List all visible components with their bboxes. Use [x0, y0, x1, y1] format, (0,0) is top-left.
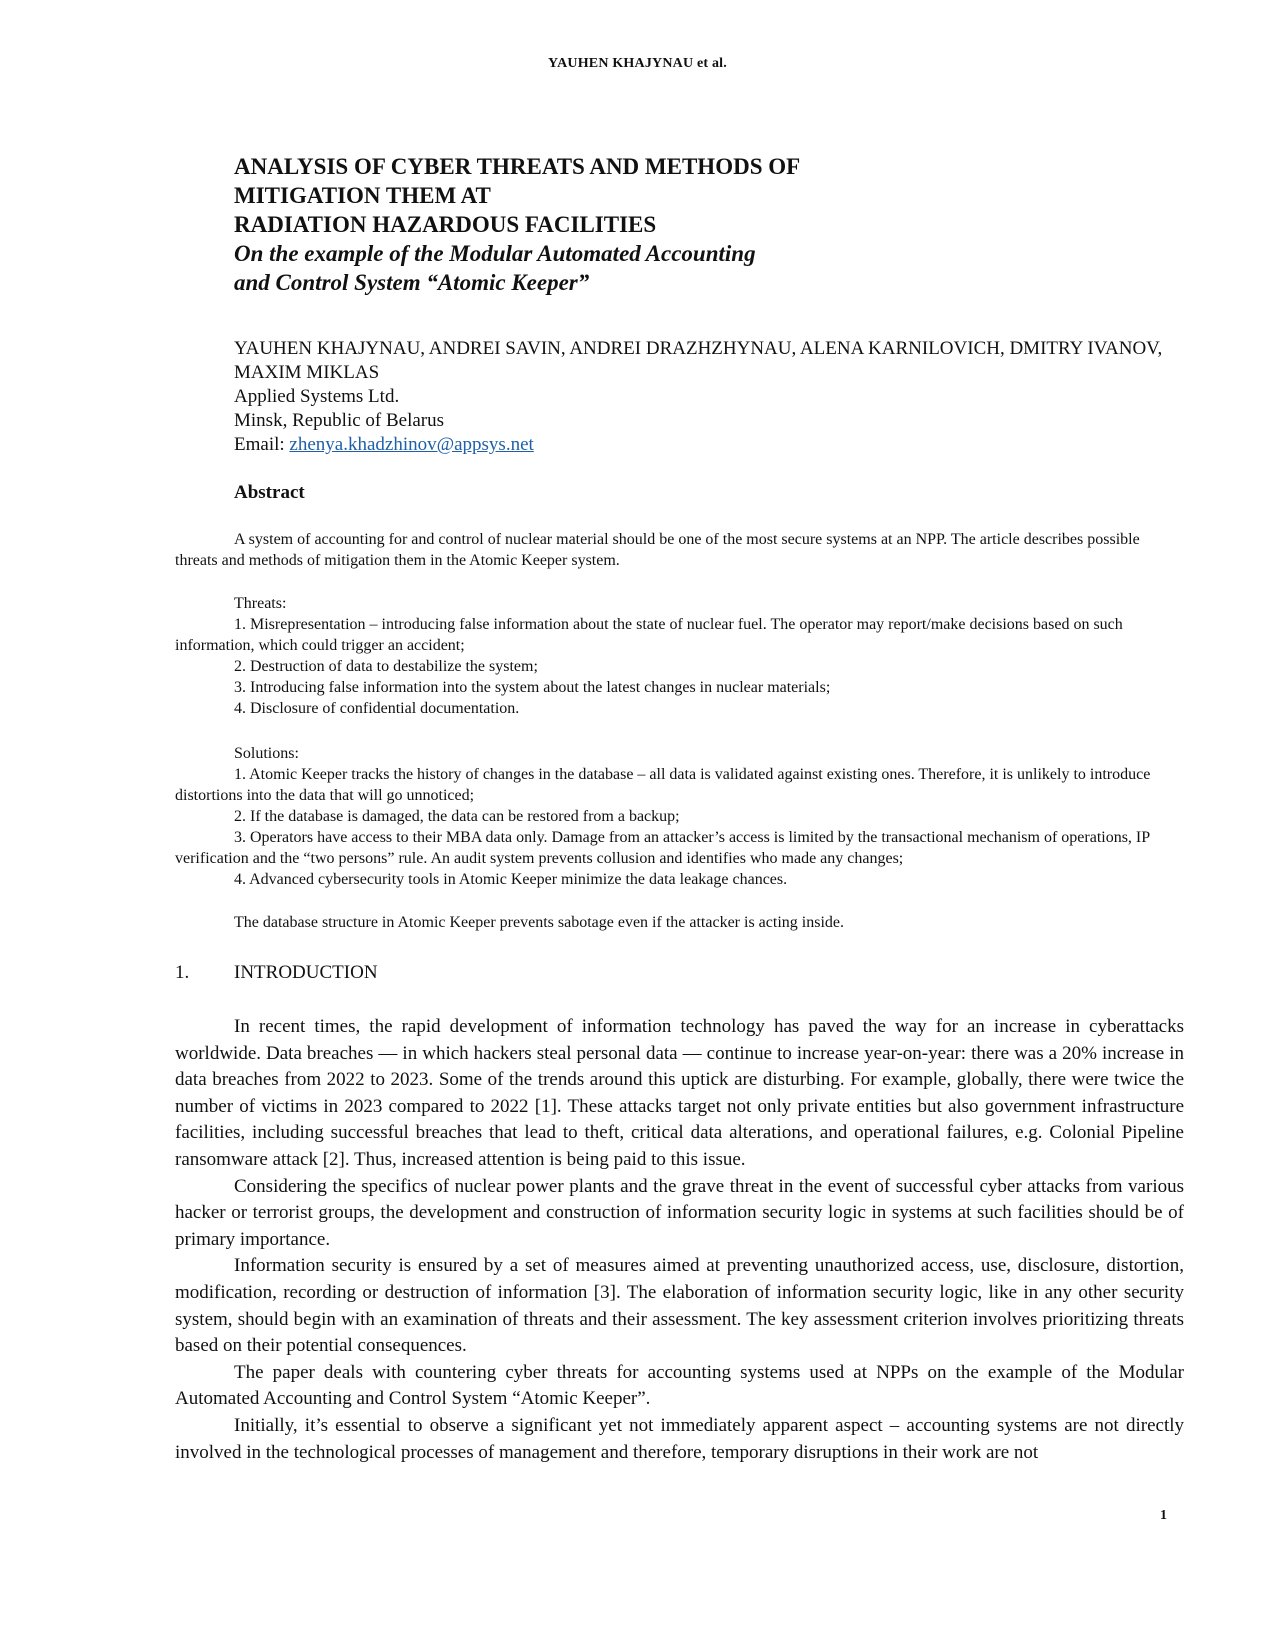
paper-title [234, 152, 1184, 239]
location: Minsk, Republic of Belarus [234, 410, 445, 431]
section-heading-introduction [175, 962, 378, 984]
introduction-body [175, 1014, 1184, 1466]
solution-item: 4. Advanced cybersecurity tools in Atomic Keeper minimize the data leakage chances. [234, 871, 788, 888]
solution-item: 2. If the database is damaged, the data can be restored from a backup; [234, 808, 680, 825]
subtitle-line: On the example of the Modular Automated Accounting [234, 241, 756, 266]
solution-item: 1. Atomic Keeper tracks the history of changes in the database – all data is validated against existing ones. Therefore, it is unlikely to introduce distortions into the data that will go unnoticed; [175, 766, 1151, 804]
threats-list [175, 593, 1184, 719]
body-paragraph: In recent times, the rapid development of information technology has paved the way for an increase in cyberattacks worldwide. Data breaches — in which hackers steal personal data — continue to increase year-on-year: there was a 20% increase in data breaches from 2022 to 2023. Some of the trends around this uptick are disturbing. For example, globally, there were twice the number of victims in 2023 compared to 2022 [1]. These attacks target not only private entities but also government infrastructure facilities, including successful breaches that lead to theft, critical data alterations, and operational failures, e.g. Colonial Pipeline ransomware attack [2]. Thus, increased attention is being paid to this issue. [175, 1016, 1184, 1170]
author-names: YAUHEN KHAJYNAU, ANDREI SAVIN, ANDREI DRAZHZHYNAU, ALENA KARNILOVICH, DMITRY IVANOV, MAXIM MIKLAS [234, 338, 1163, 383]
abstract-heading: Abstract [234, 482, 305, 503]
paper-subtitle [234, 239, 1184, 297]
body-paragraph: Information security is ensured by a set of measures aimed at preventing unauthorized access, use, disclosure, distortion, modification, recording or destruction of information [3]. The elaboration of information security logic, like in any other security system, should begin with an examination of threats and their assessment. The key assessment criterion involves prioritizing threats based on their potential consequences. [175, 1255, 1184, 1357]
threat-item: 2. Destruction of data to destabilize the system; [234, 658, 538, 675]
title-line: RADIATION HAZARDOUS FACILITIES [234, 212, 657, 237]
abstract-text [175, 529, 1184, 571]
email-line [234, 433, 1184, 457]
affiliation: Applied Systems Ltd. [234, 386, 400, 407]
threat-item: 4. Disclosure of confidential documentation. [234, 700, 520, 717]
threat-item: 3. Introducing false information into the system about the latest changes in nuclear materials; [234, 679, 831, 696]
body-paragraph: Considering the specifics of nuclear power plants and the grave threat in the event of successful cyber attacks from various hacker or terrorist groups, the development and construction of information security logic in systems at such facilities should be of primary importance. [175, 1175, 1184, 1250]
body-paragraph: The paper deals with countering cyber threats for accounting systems used at NPPs on the example of the Modular Automated Accounting and Control System “Atomic Keeper”. [175, 1361, 1184, 1410]
email-link[interactable]: zhenya.khadzhinov@appsys.net [289, 434, 534, 455]
threats-heading: Threats: [234, 595, 287, 612]
abstract-closing [175, 912, 1184, 933]
title-line: MITIGATION THEM AT [234, 183, 491, 208]
solution-item: 3. Operators have access to their MBA data only. Damage from an attacker’s access is limited by the transactional mechanism of operations, IP verification and the “two persons” rule. An audit system prevents collusion and identifies who made any changes; [175, 829, 1150, 867]
running-header: YAUHEN KHAJYNAU et al. [548, 56, 727, 71]
threat-item: 1. Misrepresentation – introducing false information about the state of nuclear fuel. The operator may report/make decisions based on such information, which could trigger an accident; [175, 616, 1123, 654]
abstract-paragraph: A system of accounting for and control of nuclear material should be one of the most secure systems at an NPP. The article describes possible threats and methods of mitigation them in the Atomic Keeper system. [175, 531, 1140, 569]
author-block [234, 337, 1184, 457]
section-title: INTRODUCTION [234, 962, 378, 983]
closing-paragraph: The database structure in Atomic Keeper prevents sabotage even if the attacker is acting inside. [234, 914, 844, 931]
title-line: ANALYSIS OF CYBER THREATS AND METHODS OF [234, 154, 801, 179]
solutions-list [175, 743, 1184, 890]
solutions-heading: Solutions: [234, 745, 299, 762]
body-paragraph: Initially, it’s essential to observe a significant yet not immediately apparent aspect – accounting systems are not directly involved in the technological processes of management and therefore, temporary disruptions in their work are not [175, 1414, 1184, 1463]
page-number: 1 [1160, 1508, 1167, 1523]
email-label: Email: [234, 434, 290, 455]
section-number: 1. [175, 962, 190, 983]
subtitle-line: and Control System “Atomic Keeper” [234, 270, 590, 295]
